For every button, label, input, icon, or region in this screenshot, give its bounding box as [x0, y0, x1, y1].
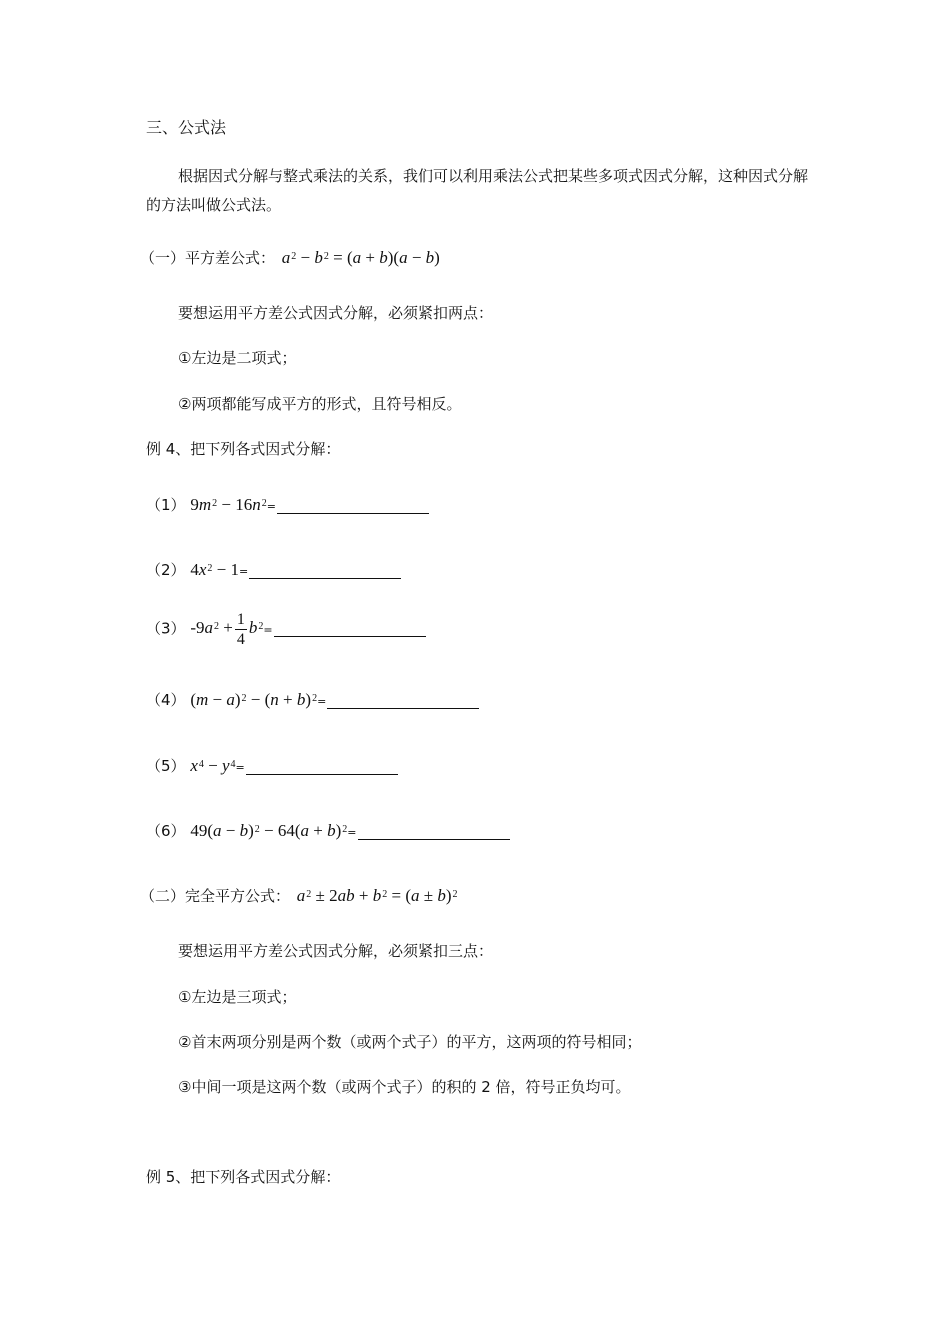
- answer-blank-3[interactable]: [274, 620, 426, 637]
- part2-point-2: ②首末两项分别是两个数（或两个式子）的平方，这两项的符号相同；: [178, 1033, 642, 1051]
- exercise-4-expression: $(m - a)^2 - (n + b)^2$: [190, 690, 318, 709]
- equals-sign: =: [263, 623, 273, 637]
- exercise-6-label: （6）: [146, 822, 186, 840]
- example5-title: 例 5、把下列各式因式分解：: [146, 1168, 341, 1186]
- part2-point-1: ①左边是三项式；: [178, 988, 297, 1006]
- answer-blank-1[interactable]: [277, 497, 429, 514]
- fraction-one-quarter: $\frac{1}{4}$: [236, 611, 245, 648]
- exercise-3: [146, 610, 426, 649]
- part2-title: （二）完全平方公式：: [140, 887, 291, 905]
- part1-point-2: ②两项都能写成平方的形式，且符号相反。: [178, 395, 462, 413]
- answer-blank-5[interactable]: [246, 758, 398, 775]
- exercise-1: [146, 494, 429, 517]
- exercise-5-label: （5）: [146, 757, 186, 775]
- exercise-1-expression: $9m^2 - 16n^2$: [190, 495, 267, 514]
- exercise-2-label: （2）: [146, 561, 186, 579]
- perfect-square-heading: [140, 885, 458, 906]
- part1-point-1: ①左边是二项式；: [178, 349, 297, 367]
- intro-paragraph: 根据因式分解与整式乘法的关系，我们可以利用乘法公式把某些多项式因式分解，这种因式分解的方法叫做公式法。: [146, 167, 809, 214]
- exercise-4-label: （4）: [146, 691, 186, 709]
- equals-sign: =: [347, 826, 357, 839]
- part2-condition: 要想运用平方差公式因式分解，必须紧扣三点：: [178, 942, 494, 960]
- part2-point-3: ③中间一项是这两个数（或两个式子）的积的 2 倍，符号正负均可。: [178, 1078, 631, 1096]
- equals-sign: =: [238, 565, 249, 578]
- answer-blank-2[interactable]: [249, 562, 401, 579]
- answer-blank-6[interactable]: [358, 823, 510, 840]
- exercise-5: [146, 755, 398, 778]
- part1-title: （一）平方差公式：: [140, 249, 276, 267]
- difference-of-squares-formula: $a^2 - b^2 = (a + b)(a - b)$: [281, 248, 440, 267]
- exercise-1-label: （1）: [146, 496, 186, 514]
- exercise-2-expression: $4x^2 - 1$: [190, 560, 239, 579]
- part1-condition: 要想运用平方差公式因式分解，必须紧扣两点：: [178, 304, 494, 322]
- exercise-4: [146, 689, 479, 712]
- section-title: 三、公式法: [146, 118, 227, 137]
- exercise-6: [146, 820, 510, 843]
- answer-blank-4[interactable]: [327, 692, 479, 709]
- equals-sign: =: [266, 500, 276, 513]
- exercise-5-expression: $x^4 - y^4$: [190, 756, 236, 775]
- exercise-2: [146, 559, 401, 582]
- equals-sign: =: [317, 695, 327, 708]
- perfect-square-formula: $a^2 \pm 2ab + b^2 = (a \pm b)^2$: [296, 886, 458, 905]
- exercise-3-label: （3）: [146, 619, 186, 638]
- exercise-6-expression: $49(a - b)^2 - 64(a + b)^2$: [190, 821, 348, 840]
- example4-title: 例 4、把下列各式因式分解：: [146, 440, 341, 458]
- exercise-3-expression: $-9a^2$ + $\frac{1}{4}$ $b^2$: [190, 611, 264, 648]
- equals-sign: =: [235, 761, 245, 774]
- difference-of-squares-heading: [140, 247, 440, 268]
